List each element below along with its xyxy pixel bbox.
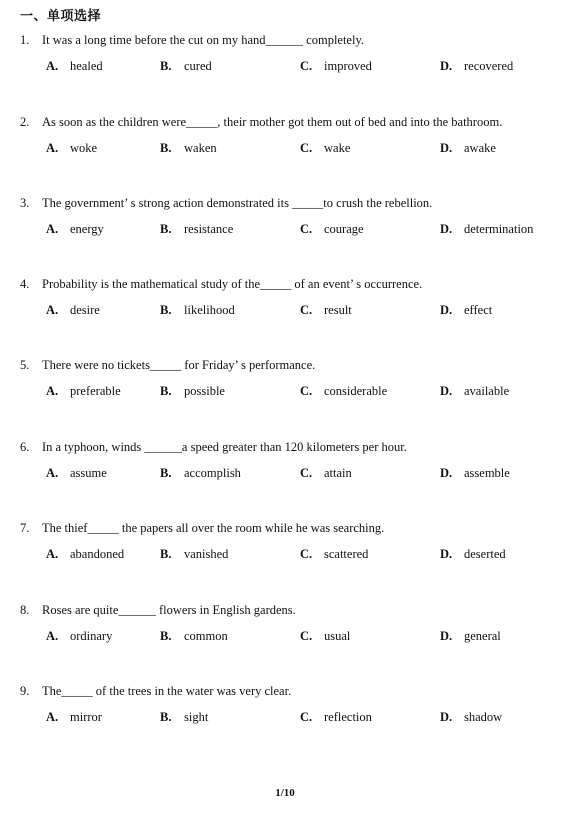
option-row [20,141,565,157]
option-letter: C. [300,303,313,317]
question-text: In a typhoon, winds ______a speed greater than 120 kilometers per hour. [42,440,407,454]
option-letter: D. [440,710,453,724]
question-stem [20,602,565,618]
question-text: The government’ s strong action demonstrated its _____to crush the rebellion. [42,196,433,210]
section-title: 一、单项选择 [20,9,102,24]
question-stem [20,32,565,48]
option-b[interactable] [160,629,228,644]
option-letter: B. [160,141,172,155]
question-1 [20,32,565,75]
question-stem [20,357,565,373]
question-text: There were no tickets_____ for Friday’ s performance. [42,358,316,372]
option-d[interactable] [440,222,533,237]
question-number: 3. [20,196,30,210]
question-stem [20,520,565,536]
question-5 [20,357,565,400]
option-text: healed [70,59,103,73]
option-text: vanished [184,547,229,561]
option-text: desire [70,303,100,317]
option-letter: A. [46,466,59,480]
option-d[interactable] [440,303,492,318]
question-stem [20,683,565,699]
question-number: 2. [20,115,30,129]
option-letter: C. [300,629,313,643]
option-b[interactable] [160,303,235,318]
option-letter: A. [46,59,59,73]
option-text: assume [70,466,107,480]
option-text: preferable [70,384,121,398]
option-letter: A. [46,547,59,561]
option-text: determination [464,222,534,236]
option-text: ordinary [70,629,113,643]
option-a[interactable] [46,710,102,725]
option-c[interactable] [300,547,368,562]
option-letter: B. [160,629,172,643]
option-a[interactable] [46,384,121,399]
option-c[interactable] [300,303,352,318]
question-6 [20,439,565,482]
option-text: accomplish [184,466,241,480]
option-a[interactable] [46,222,104,237]
question-stem [20,114,565,130]
option-letter: B. [160,222,172,236]
option-a[interactable] [46,629,112,644]
option-letter: B. [160,466,172,480]
option-text: woke [70,141,98,155]
question-text: The_____ of the trees in the water was very clear. [42,684,292,698]
option-letter: B. [160,547,172,561]
question-3 [20,195,565,238]
option-b[interactable] [160,141,217,156]
option-a[interactable] [46,547,124,562]
question-text: Probability is the mathematical study of the_____ of an event’ s occurrence. [42,277,423,291]
option-letter: D. [440,466,453,480]
option-a[interactable] [46,141,97,156]
option-a[interactable] [46,59,103,74]
option-d[interactable] [440,141,496,156]
option-b[interactable] [160,59,212,74]
option-text: general [464,629,501,643]
option-letter: C. [300,710,313,724]
option-text: deserted [464,547,506,561]
option-letter: C. [300,466,313,480]
option-d[interactable] [440,547,506,562]
option-c[interactable] [300,466,352,481]
question-number: 9. [20,684,30,698]
option-text: mirror [70,710,102,724]
option-letter: D. [440,59,453,73]
option-d[interactable] [440,466,510,481]
option-row [20,629,565,645]
option-letter: C. [300,222,313,236]
option-d[interactable] [440,384,509,399]
option-letter: A. [46,141,59,155]
option-text: resistance [184,222,234,236]
option-d[interactable] [440,629,501,644]
question-8 [20,602,565,645]
option-row [20,59,565,75]
option-text: result [324,303,352,317]
option-text: recovered [464,59,514,73]
option-b[interactable] [160,547,228,562]
option-text: attain [324,466,352,480]
option-a[interactable] [46,303,100,318]
option-letter: D. [440,629,453,643]
option-text: common [184,629,228,643]
question-stem [20,276,565,292]
question-stem [20,195,565,211]
option-row [20,466,565,482]
option-letter: B. [160,710,172,724]
option-letter: C. [300,547,313,561]
option-d[interactable] [440,59,513,74]
question-text: As soon as the children were_____, their mother got them out of bed and into the bathroom. [42,115,503,129]
option-text: scattered [324,547,369,561]
question-2 [20,114,565,157]
option-b[interactable] [160,222,233,237]
option-letter: A. [46,384,59,398]
option-text: cured [184,59,212,73]
option-b[interactable] [160,710,208,725]
option-text: courage [324,222,364,236]
option-b[interactable] [160,384,225,399]
option-text: usual [324,629,351,643]
option-text: assemble [464,466,510,480]
option-b[interactable] [160,466,241,481]
option-text: improved [324,59,372,73]
question-number: 1. [20,33,30,47]
question-text: The thief_____ the papers all over the room while he was searching. [42,521,385,535]
option-text: reflection [324,710,372,724]
question-stem [20,439,565,455]
option-row [20,303,565,319]
question-number: 7. [20,521,30,535]
option-letter: A. [46,710,59,724]
option-text: possible [184,384,225,398]
question-4 [20,276,565,319]
option-letter: D. [440,547,453,561]
option-text: considerable [324,384,388,398]
option-text: abandoned [70,547,125,561]
option-row [20,710,565,726]
option-letter: A. [46,222,59,236]
question-text: Roses are quite______ flowers in English gardens. [42,603,296,617]
option-letter: D. [440,222,453,236]
option-letter: C. [300,141,313,155]
option-c[interactable] [300,629,350,644]
option-text: effect [464,303,493,317]
option-text: sight [184,710,209,724]
option-a[interactable] [46,466,107,481]
option-letter: C. [300,59,313,73]
question-number: 8. [20,603,30,617]
option-text: energy [70,222,104,236]
option-text: awake [464,141,496,155]
question-7 [20,520,565,563]
option-letter: D. [440,141,453,155]
option-text: likelihood [184,303,235,317]
option-letter: A. [46,629,59,643]
option-letter: D. [440,303,453,317]
option-c[interactable] [300,710,372,725]
option-letter: B. [160,303,172,317]
option-c[interactable] [300,141,350,156]
option-d[interactable] [440,710,502,725]
option-letter: A. [46,303,59,317]
question-number: 5. [20,358,30,372]
option-c[interactable] [300,384,387,399]
option-text: shadow [464,710,503,724]
option-letter: D. [440,384,453,398]
option-text: available [464,384,510,398]
option-row [20,222,565,238]
option-text: waken [184,141,217,155]
question-number: 6. [20,440,30,454]
option-c[interactable] [300,59,372,74]
option-row [20,384,565,400]
option-letter: B. [160,59,172,73]
page-number: 1/10 [275,787,295,799]
option-letter: B. [160,384,172,398]
question-9 [20,683,565,726]
option-letter: C. [300,384,313,398]
question-number: 4. [20,277,30,291]
option-text: wake [324,141,351,155]
option-c[interactable] [300,222,364,237]
question-text: It was a long time before the cut on my hand______ completely. [42,33,365,47]
option-row [20,547,565,563]
